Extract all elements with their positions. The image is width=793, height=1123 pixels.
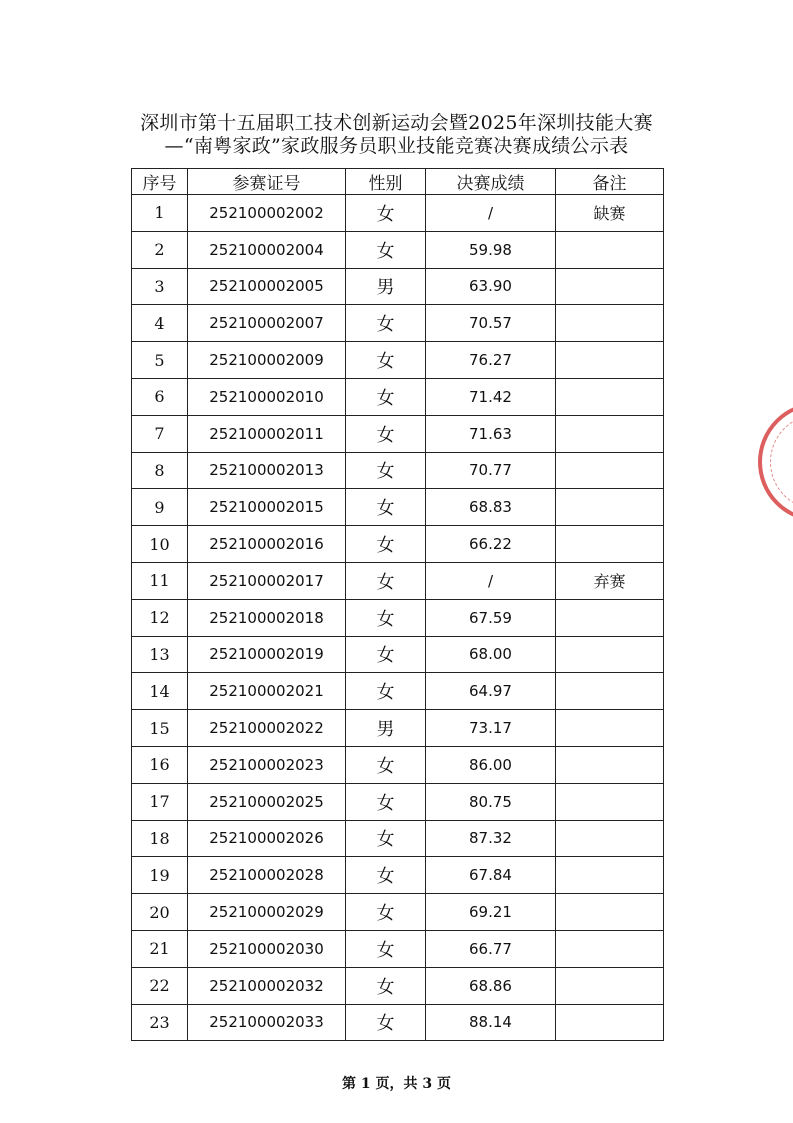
cell-remarks: [556, 342, 664, 379]
cell-final-score: 69.21: [426, 894, 556, 931]
cell-final-score: 63.90: [426, 268, 556, 305]
cell-gender: 女: [346, 636, 426, 673]
cell-cert-no: 252100002032: [188, 967, 346, 1004]
cell-final-score: 64.97: [426, 673, 556, 710]
cell-cert-no: 252100002017: [188, 562, 346, 599]
table-row: [132, 673, 664, 710]
cell-cert-no: 252100002030: [188, 930, 346, 967]
cell-number: 6: [132, 378, 188, 415]
cell-remarks: [556, 489, 664, 526]
cell-remarks: [556, 636, 664, 673]
table-row: [132, 857, 664, 894]
cell-number: 1: [132, 195, 188, 232]
cell-cert-no: 252100002009: [188, 342, 346, 379]
cell-final-score: 71.63: [426, 415, 556, 452]
cell-number: 15: [132, 710, 188, 747]
cell-final-score: 70.57: [426, 305, 556, 342]
cell-remarks: 弃赛: [556, 562, 664, 599]
table-row: [132, 489, 664, 526]
page-title-line1: 深圳市第十五届职工技术创新运动会暨2025年深圳技能大赛: [140, 112, 653, 134]
cell-number: 12: [132, 599, 188, 636]
cell-final-score: 86.00: [426, 746, 556, 783]
cell-gender: 女: [346, 673, 426, 710]
cell-remarks: [556, 452, 664, 489]
cell-remarks: [556, 783, 664, 820]
cell-number: 19: [132, 857, 188, 894]
cell-gender: 女: [346, 378, 426, 415]
cell-cert-no: 252100002021: [188, 673, 346, 710]
cell-final-score: 73.17: [426, 710, 556, 747]
cell-gender: 女: [346, 305, 426, 342]
results-table: [131, 168, 664, 1041]
cell-cert-no: 252100002004: [188, 231, 346, 268]
cell-gender: 女: [346, 857, 426, 894]
cell-number: 9: [132, 489, 188, 526]
table-row: [132, 195, 664, 232]
cell-remarks: [556, 268, 664, 305]
cell-number: 23: [132, 1004, 188, 1041]
table-row: [132, 599, 664, 636]
cell-cert-no: 252100002007: [188, 305, 346, 342]
cell-cert-no: 252100002015: [188, 489, 346, 526]
cell-cert-no: 252100002022: [188, 710, 346, 747]
table-row: [132, 415, 664, 452]
page-number: 第 1 页，共 3 页: [342, 1076, 451, 1092]
cell-cert-no: 252100002033: [188, 1004, 346, 1041]
column-header-number: 序号: [132, 169, 188, 195]
red-seal-icon: [758, 402, 793, 522]
table-row: [132, 268, 664, 305]
cell-number: 3: [132, 268, 188, 305]
cell-remarks: [556, 746, 664, 783]
cell-gender: 女: [346, 195, 426, 232]
table-row: [132, 1004, 664, 1041]
cell-remarks: [556, 378, 664, 415]
cell-final-score: 71.42: [426, 378, 556, 415]
table-row: [132, 967, 664, 1004]
cell-cert-no: 252100002025: [188, 783, 346, 820]
cell-remarks: [556, 1004, 664, 1041]
cell-cert-no: 252100002029: [188, 894, 346, 931]
cell-remarks: 缺赛: [556, 195, 664, 232]
cell-gender: 女: [346, 820, 426, 857]
cell-gender: 女: [346, 930, 426, 967]
cell-final-score: 67.84: [426, 857, 556, 894]
cell-final-score: 68.86: [426, 967, 556, 1004]
table-row: [132, 305, 664, 342]
cell-gender: 女: [346, 783, 426, 820]
cell-number: 4: [132, 305, 188, 342]
cell-remarks: [556, 305, 664, 342]
table-row: [132, 562, 664, 599]
cell-gender: 女: [346, 415, 426, 452]
cell-remarks: [556, 857, 664, 894]
table-header-row: [132, 169, 664, 195]
cell-number: 11: [132, 562, 188, 599]
cell-gender: 女: [346, 599, 426, 636]
table-row: [132, 930, 664, 967]
table-row: [132, 452, 664, 489]
cell-remarks: [556, 673, 664, 710]
cell-remarks: [556, 930, 664, 967]
cell-gender: 女: [346, 894, 426, 931]
page-title-line2: —“南粤家政”家政服务员职业技能竞赛决赛成绩公示表: [164, 135, 629, 157]
cell-gender: 女: [346, 1004, 426, 1041]
cell-final-score: 87.32: [426, 820, 556, 857]
cell-cert-no: 252100002013: [188, 452, 346, 489]
cell-cert-no: 252100002028: [188, 857, 346, 894]
column-header-cert-no: 参赛证号: [188, 169, 346, 195]
cell-gender: 男: [346, 710, 426, 747]
cell-final-score: 68.83: [426, 489, 556, 526]
cell-cert-no: 252100002023: [188, 746, 346, 783]
cell-remarks: [556, 415, 664, 452]
cell-final-score: 70.77: [426, 452, 556, 489]
cell-number: 16: [132, 746, 188, 783]
cell-final-score: 59.98: [426, 231, 556, 268]
cell-gender: 女: [346, 452, 426, 489]
cell-number: 8: [132, 452, 188, 489]
cell-number: 14: [132, 673, 188, 710]
table-row: [132, 710, 664, 747]
table-row: [132, 746, 664, 783]
cell-remarks: [556, 710, 664, 747]
cell-final-score: /: [426, 562, 556, 599]
cell-final-score: 68.00: [426, 636, 556, 673]
cell-gender: 女: [346, 489, 426, 526]
cell-cert-no: 252100002018: [188, 599, 346, 636]
cell-cert-no: 252100002010: [188, 378, 346, 415]
table-row: [132, 783, 664, 820]
cell-number: 20: [132, 894, 188, 931]
cell-cert-no: 252100002005: [188, 268, 346, 305]
cell-gender: 女: [346, 231, 426, 268]
cell-final-score: 66.22: [426, 526, 556, 563]
cell-final-score: 80.75: [426, 783, 556, 820]
table-row: [132, 636, 664, 673]
column-header-gender: 性别: [346, 169, 426, 195]
cell-number: 21: [132, 930, 188, 967]
column-header-final-score: 决赛成绩: [426, 169, 556, 195]
cell-gender: 男: [346, 268, 426, 305]
cell-final-score: /: [426, 195, 556, 232]
cell-cert-no: 252100002019: [188, 636, 346, 673]
cell-number: 5: [132, 342, 188, 379]
cell-gender: 女: [346, 562, 426, 599]
cell-cert-no: 252100002002: [188, 195, 346, 232]
table-row: [132, 894, 664, 931]
seal-inner-ring: [770, 414, 793, 510]
cell-remarks: [556, 231, 664, 268]
cell-number: 13: [132, 636, 188, 673]
table-body: [132, 195, 664, 1041]
cell-remarks: [556, 967, 664, 1004]
cell-remarks: [556, 526, 664, 563]
cell-final-score: 88.14: [426, 1004, 556, 1041]
cell-gender: 女: [346, 746, 426, 783]
cell-gender: 女: [346, 967, 426, 1004]
cell-number: 7: [132, 415, 188, 452]
table-row: [132, 378, 664, 415]
cell-cert-no: 252100002011: [188, 415, 346, 452]
cell-gender: 女: [346, 526, 426, 563]
table-row: [132, 820, 664, 857]
table-row: [132, 342, 664, 379]
cell-remarks: [556, 599, 664, 636]
cell-number: 10: [132, 526, 188, 563]
cell-gender: 女: [346, 342, 426, 379]
cell-cert-no: 252100002016: [188, 526, 346, 563]
cell-final-score: 66.77: [426, 930, 556, 967]
cell-number: 2: [132, 231, 188, 268]
cell-remarks: [556, 820, 664, 857]
column-header-remarks: 备注: [556, 169, 664, 195]
table-row: [132, 231, 664, 268]
table-row: [132, 526, 664, 563]
cell-final-score: 67.59: [426, 599, 556, 636]
cell-number: 17: [132, 783, 188, 820]
cell-number: 18: [132, 820, 188, 857]
cell-cert-no: 252100002026: [188, 820, 346, 857]
cell-final-score: 76.27: [426, 342, 556, 379]
cell-remarks: [556, 894, 664, 931]
cell-number: 22: [132, 967, 188, 1004]
